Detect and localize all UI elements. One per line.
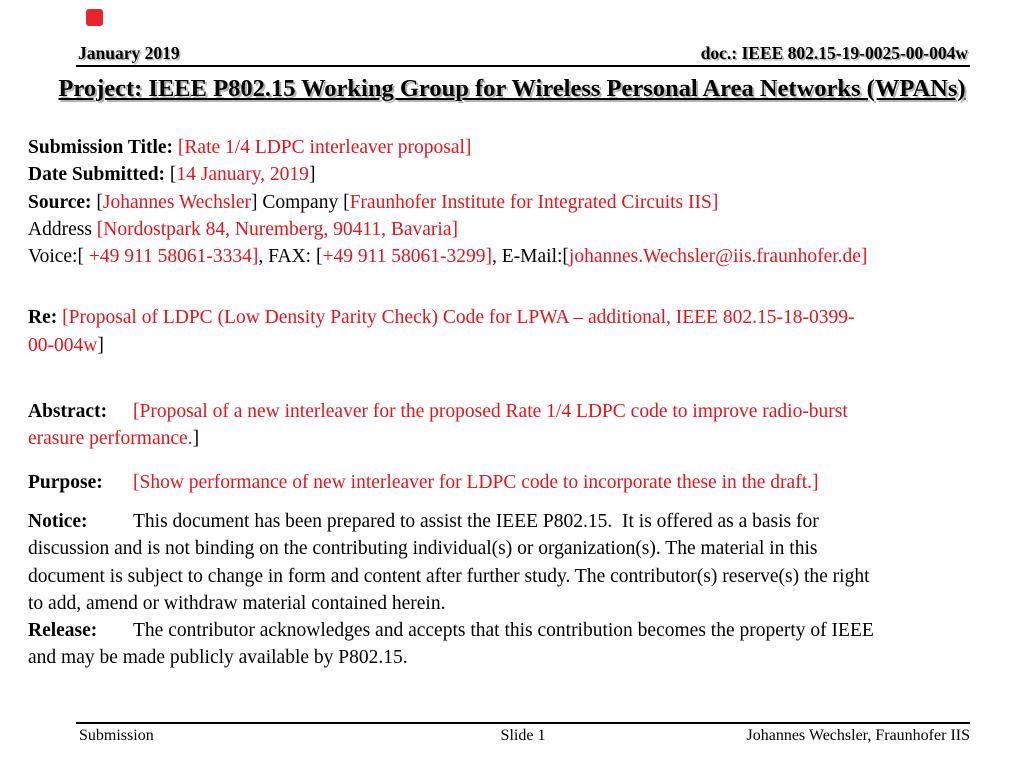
- text-line: [28, 590, 1018, 617]
- red-text-segment: ]: [711, 191, 719, 213]
- notice-block: [28, 508, 1018, 617]
- text-segment: , E-Mail:[: [492, 246, 569, 268]
- text-line: [28, 161, 1018, 188]
- page-title: Project: IEEE P802.15 Working Group for Wireless Personal Area Networks (WPANs): [58, 75, 966, 102]
- text-segment: ]: [192, 428, 200, 450]
- text-segment: Submission Title:: [28, 137, 174, 158]
- text-segment: , FAX: [: [258, 246, 323, 268]
- text-segment: Voice:[: [28, 246, 84, 268]
- text-line: [28, 189, 1018, 216]
- red-text-segment: ]: [860, 246, 868, 268]
- release-block: [28, 617, 1018, 672]
- red-text-segment: 14 January, 2019: [176, 164, 309, 186]
- red-text-segment: Johannes Wechsler: [102, 191, 251, 213]
- corner-marker: [86, 9, 103, 26]
- text-segment: discussion and is not binding on the contributing individual(s) or organization(s). The material in this: [28, 538, 818, 560]
- red-text-segment: +49 911 58061-3334: [83, 246, 252, 268]
- text-segment: Re:: [28, 307, 58, 329]
- purpose-block: [28, 469, 1018, 496]
- text-line: [28, 563, 1018, 590]
- body-text: [28, 134, 1018, 672]
- text-segment: Address: [28, 218, 97, 240]
- footer-submission-label: Submission: [79, 727, 154, 744]
- text-line: [28, 469, 1018, 496]
- text-line: [28, 425, 1018, 452]
- text-line: [28, 535, 1018, 562]
- text-line: [28, 617, 1018, 644]
- text-line: [28, 216, 1018, 243]
- text-segment: Notice:: [28, 510, 88, 532]
- text-segment: and may be made publicly available by P802.15.: [28, 647, 408, 669]
- red-text-segment: johannes.Wechsler@iis.fraunhofer.de: [568, 246, 861, 268]
- red-text-segment: +49 911 58061-3299: [322, 246, 486, 268]
- text-segment: document is subject to change in form and content after further study. The contributor(s) reserve(s) the right: [28, 565, 870, 587]
- text-line: [28, 304, 1018, 331]
- text-line: [28, 644, 1018, 671]
- red-text-segment: Fraunhofer Institute for Integrated Circuits IIS: [349, 191, 712, 213]
- header: [76, 44, 970, 67]
- footer-rule: [76, 722, 970, 724]
- red-text-segment: [Proposal of LDPC (Low Density Parity Check) Code for LPWA – additional, IEEE 802.15-18-0399-: [62, 307, 855, 329]
- text-segment: Source:: [28, 191, 92, 213]
- text-line: [28, 398, 1018, 425]
- footer-author: Johannes Wechsler, Fraunhofer IIS: [746, 727, 970, 744]
- text-segment: to add, amend or withdraw material contained herein.: [28, 592, 446, 614]
- text-line: [28, 508, 1018, 535]
- footer: [76, 727, 970, 749]
- text-segment: Purpose:: [28, 471, 103, 493]
- text-segment: Abstract:: [28, 401, 108, 423]
- text-segment: ] Company [: [251, 191, 350, 213]
- red-text-segment: [Proposal of a new interleaver for the proposed Rate 1/4 LDPC code to improve radio-burst: [133, 401, 848, 423]
- red-text-segment: [Nordostpark 84, Nuremberg, 90411, Bavaria]: [96, 218, 458, 240]
- text-segment: ]: [308, 164, 316, 186]
- red-text-segment: [Rate 1/4 LDPC interleaver proposal]: [177, 137, 472, 158]
- footer-slide-number: Slide 1: [500, 727, 546, 744]
- red-text-segment: erasure performance.: [28, 428, 193, 450]
- text-segment: ]: [97, 334, 104, 356]
- text-line: [28, 134, 1018, 161]
- text-segment: [: [165, 164, 177, 186]
- text-line: [28, 332, 1018, 359]
- red-text-segment: [Show performance of new interleaver for LDPC code to incorporate these in the draft.]: [133, 471, 819, 493]
- abstract-block: [28, 398, 1018, 453]
- text-segment: This document has been prepared to assist the IEEE P802.15. It is offered as a basis for: [133, 510, 819, 532]
- red-text-segment: 00-004w: [28, 334, 98, 356]
- text-segment: Date Submitted:: [28, 164, 166, 186]
- contact-block: [28, 134, 1018, 270]
- red-text-segment: ]: [251, 246, 259, 268]
- text-segment: The contributor acknowledges and accepts that this contribution becomes the property of IEEE: [133, 620, 874, 642]
- red-text-segment: ]: [485, 246, 493, 268]
- text-segment: [: [91, 191, 103, 213]
- header-doc-number: doc.: IEEE 802.15-19-0025-00-004w: [700, 43, 968, 63]
- text-segment: Release:: [28, 620, 98, 642]
- re-block: [28, 304, 1018, 359]
- text-line: [28, 243, 1018, 270]
- header-date: January 2019: [78, 43, 180, 63]
